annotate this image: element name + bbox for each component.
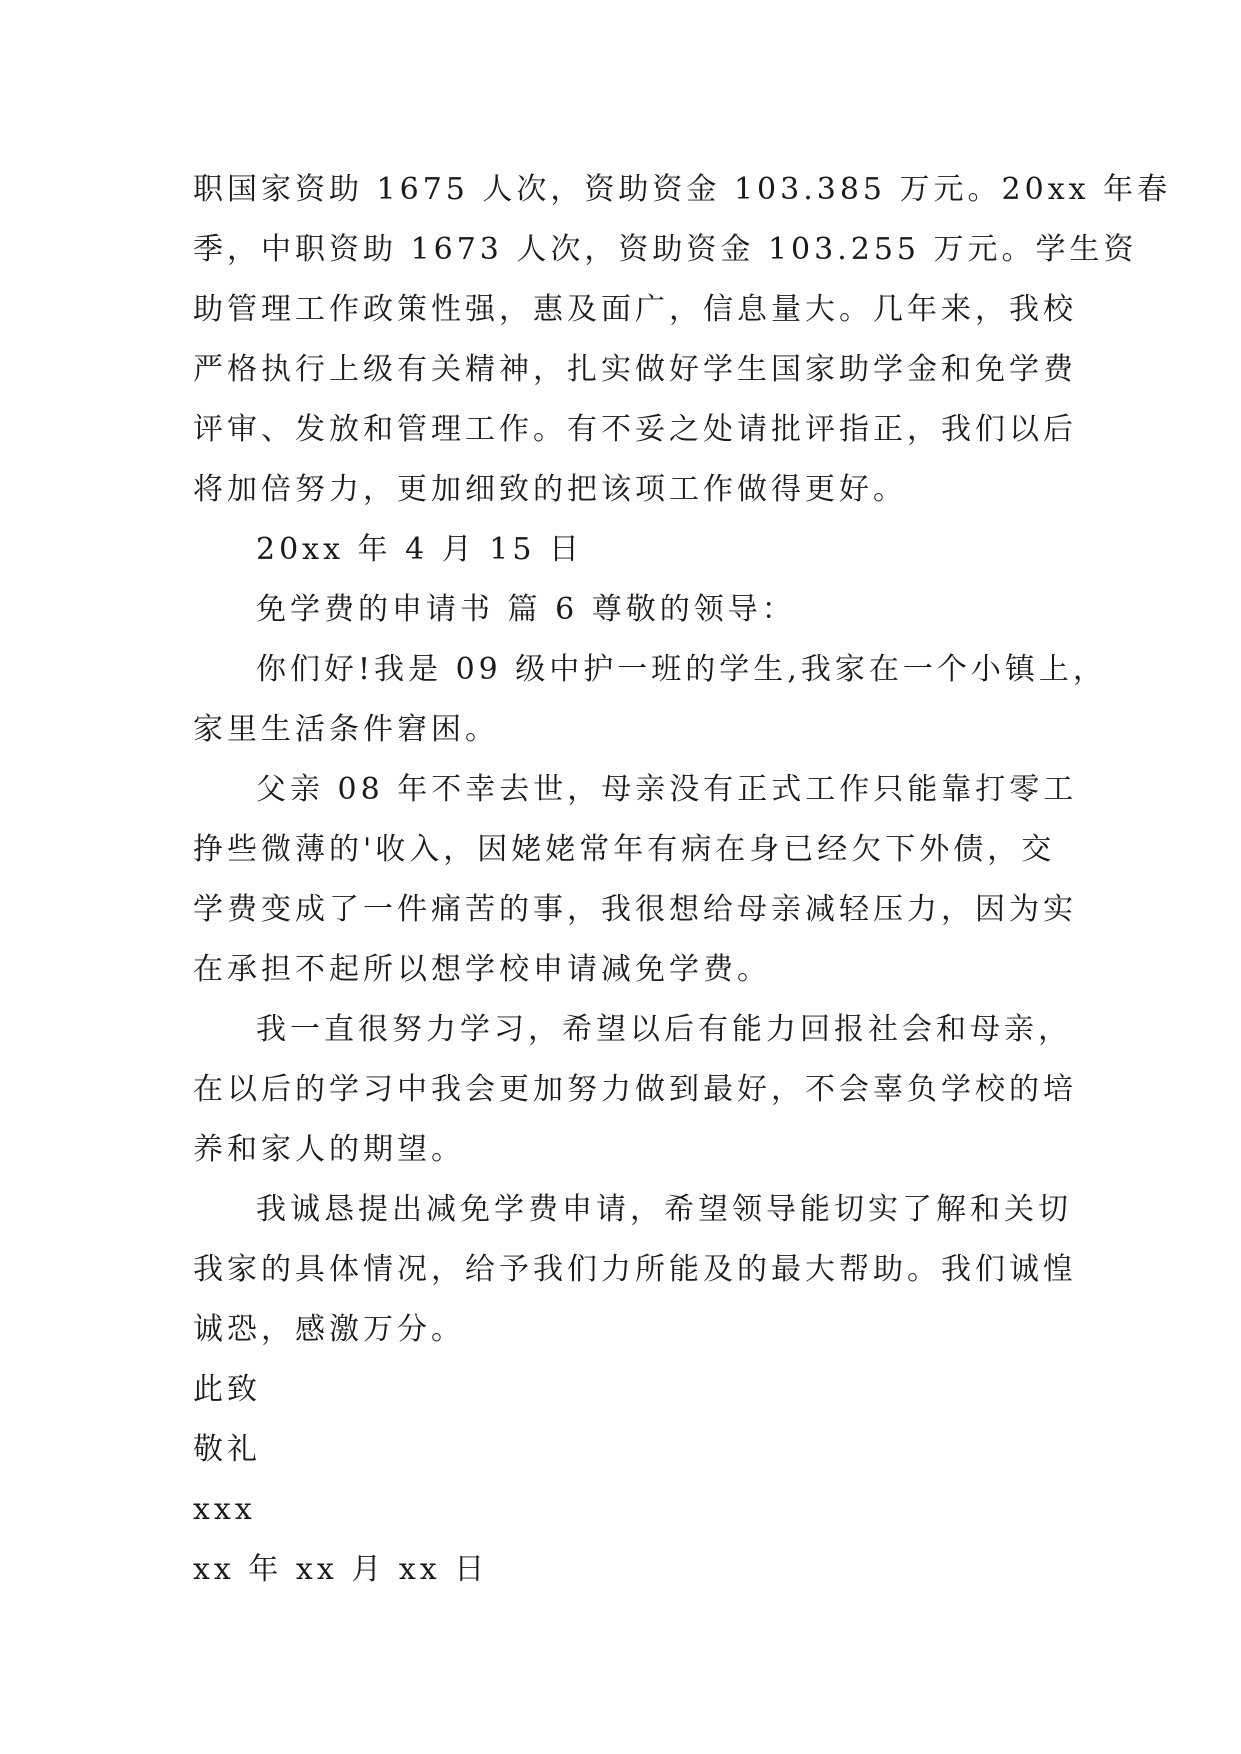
signature-line: xxx [193,1492,256,1527]
text-line: 季，中职资助 1673 人次，资助资金 103.255 万元。学生资 [193,232,1138,267]
text-line: 我诚恳提出减免学费申请，希望领导能切实了解和关切 [256,1192,1072,1227]
document-body [193,160,1172,1600]
text-line: 严格执行上级有关精神，扎实做好学生国家助学金和免学费 [193,352,1077,387]
closing-line: 此致 [193,1372,261,1407]
text-line: 你们好!我是 09 级中护一班的学生,我家在一个小镇上， [256,652,1107,687]
text-line: 父亲 08 年不幸去世，母亲没有正式工作只能靠打零工 [256,772,1078,807]
signature-date-line: xx 年 xx 月 xx 日 [193,1552,489,1587]
text-line: 学费变成了一件痛苦的事，我很想给母亲减轻压力，因为实 [193,892,1077,927]
text-line: 助管理工作政策性强，惠及面广，信息量大。几年来，我校 [193,292,1077,327]
text-line: 在承担不起所以想学校申请减免学费。 [193,952,771,987]
text-line: 将加倍努力，更加细致的把该项工作做得更好。 [193,472,907,507]
text-line: 我一直很努力学习，希望以后有能力回报社会和母亲， [256,1012,1072,1047]
text-line: 家里生活条件窘困。 [193,712,499,747]
text-line: 养和家人的期望。 [193,1132,465,1167]
text-line: 我家的具体情况，给予我们力所能及的最大帮助。我们诚惶 [193,1252,1077,1287]
section-heading: 免学费的申请书 篇 6 尊敬的领导： [256,592,796,627]
salutation-line: 敬礼 [193,1432,261,1467]
text-line: 职国家资助 1675 人次，资助资金 103.385 万元。20xx 年春 [193,172,1172,207]
text-line: 挣些微薄的'收入，因姥姥常年有病在身已经欠下外债，交 [193,832,1056,867]
text-line: 诚恐，感激万分。 [193,1312,465,1347]
text-line: 评审、发放和管理工作。有不妥之处请批评指正，我们以后 [193,412,1077,447]
date-line: 20xx 年 4 月 15 日 [256,532,583,567]
text-line: 在以后的学习中我会更加努力做到最好，不会辜负学校的培 [193,1072,1077,1107]
